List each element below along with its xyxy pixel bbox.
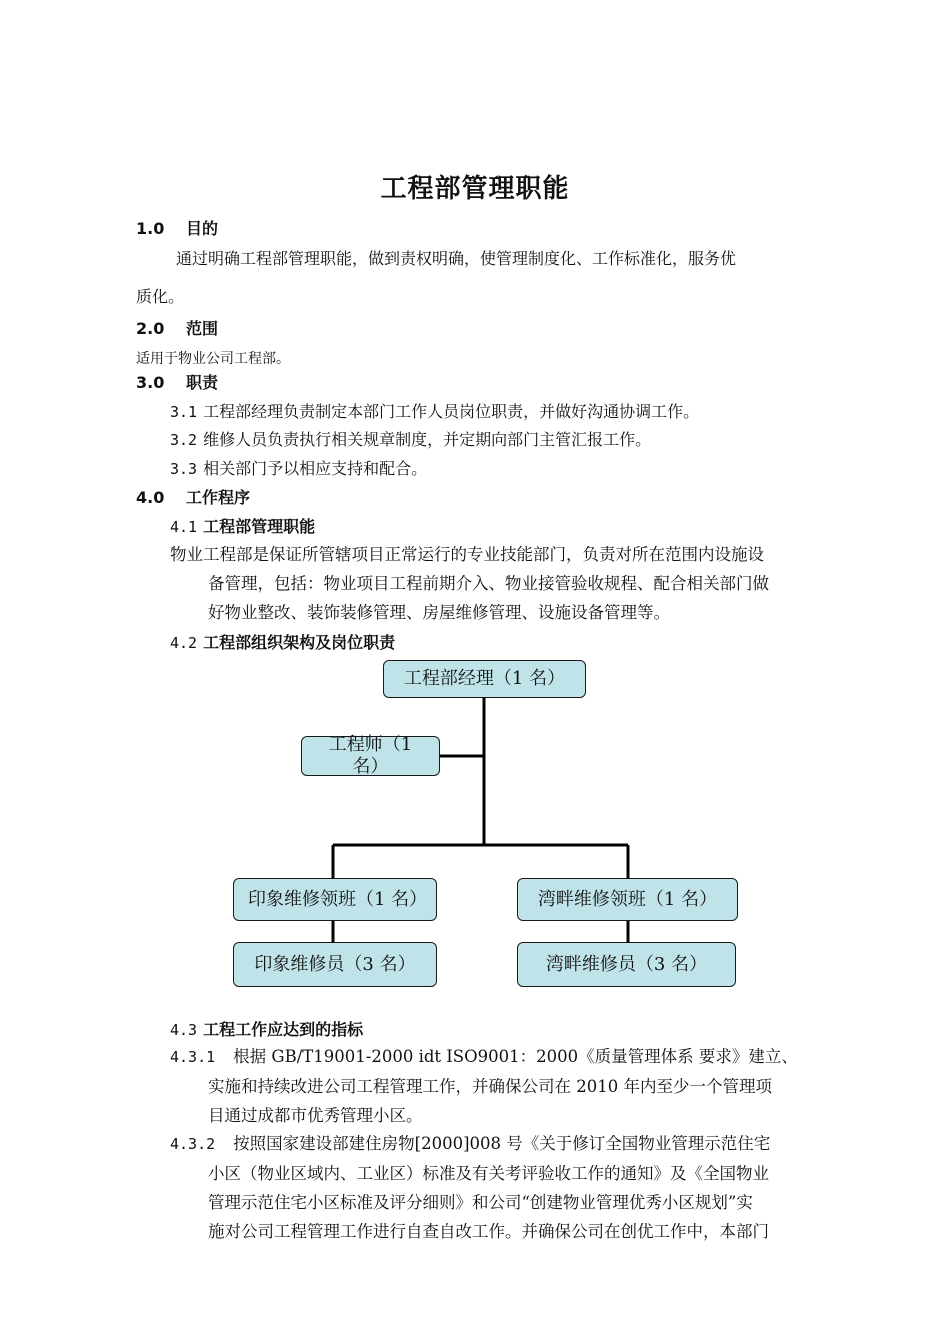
text-line: 管理示范住宅小区标准及评分细则》和公司“创建物业管理优秀小区规划”实	[208, 1193, 753, 1212]
section-label: 职责	[186, 373, 219, 392]
item-text: 工程部经理负责制定本部门工作人员岗位职责，并做好沟通协调工作。	[203, 402, 700, 421]
subsection-label: 工程工作应达到的指标	[203, 1020, 364, 1039]
subsection-4-3-heading	[170, 1017, 363, 1040]
item-number: 3.1	[170, 403, 198, 421]
section-number: 1.0	[136, 219, 165, 238]
section-1-text-line-2: 质化。	[136, 287, 185, 306]
item-text: 按照国家建设部建住房物[2000]008 号《关于修订全国物业管理示范住宅	[233, 1134, 771, 1153]
subsection-4-3-2	[170, 1129, 770, 1246]
section-number: 3.0	[136, 373, 165, 392]
item-text: 相关部门予以相应支持和配合。	[203, 459, 428, 478]
subsection-label: 工程部管理职能	[203, 517, 316, 536]
section-label: 目的	[186, 219, 219, 238]
item-number: 4.3.2	[170, 1135, 216, 1153]
org-box-manager: 工程部经理（1 名）	[383, 660, 586, 698]
subsection-4-3-1	[170, 1042, 798, 1130]
item-number: 3.3	[170, 460, 198, 478]
org-box-lead-b: 湾畔维修领班（1 名）	[517, 878, 738, 921]
section-2-text: 适用于物业公司工程部。	[136, 351, 290, 367]
subsection-number: 4.1	[170, 518, 198, 536]
section-number: 4.0	[136, 488, 165, 507]
subsection-label: 工程部组织架构及岗位职责	[203, 633, 396, 652]
text-line: 目通过成都市优秀管理小区。	[208, 1106, 423, 1125]
text-line	[170, 1129, 770, 1159]
section-label: 范围	[186, 319, 219, 338]
org-box-staff-a: 印象维修员（3 名）	[233, 942, 437, 987]
org-box-lead-a: 印象维修领班（1 名）	[233, 878, 437, 921]
text-line: 实施和持续改进公司工程管理工作，并确保公司在 2010 年内至少一个管理项	[208, 1077, 772, 1096]
org-box-staff-b: 湾畔维修员（3 名）	[517, 942, 736, 987]
subsection-number: 4.3	[170, 1021, 198, 1039]
text-line: 备管理，包括：物业项目工程前期介入、物业接管验收规程、配合相关部门做	[208, 574, 769, 593]
org-box-engineer: 工程师（1 名）	[301, 736, 440, 776]
section-number: 2.0	[136, 319, 165, 338]
item-number: 3.2	[170, 431, 198, 449]
subsection-number: 4.2	[170, 634, 198, 652]
text-line	[170, 1042, 798, 1072]
item-text: 根据 GB/T19001-2000 idt ISO9001：2000《质量管理体系 要求》建立、	[233, 1047, 798, 1066]
text-line: 施对公司工程管理工作进行自查自改工作。并确保公司在创优工作中，本部门	[208, 1222, 769, 1241]
page-title: 工程部管理职能	[380, 174, 570, 204]
text-line: 物业工程部是保证所管辖项目正常运行的专业技能部门，负责对所在范围内设施设	[170, 545, 764, 564]
section-label: 工作程序	[186, 488, 251, 507]
text-line: 小区（物业区域内、工业区）标准及有关考评验收工作的通知》及《全国物业	[208, 1164, 769, 1183]
item-text: 维修人员负责执行相关规章制度，并定期向部门主管汇报工作。	[203, 430, 652, 449]
text-line: 好物业整改、装饰装修管理、房屋维修管理、设施设备管理等。	[208, 603, 670, 622]
section-1-text-line-1: 通过明确工程部管理职能，做到责权明确，使管理制度化、工作标准化，服务优	[176, 249, 737, 268]
item-number: 4.3.1	[170, 1048, 216, 1066]
